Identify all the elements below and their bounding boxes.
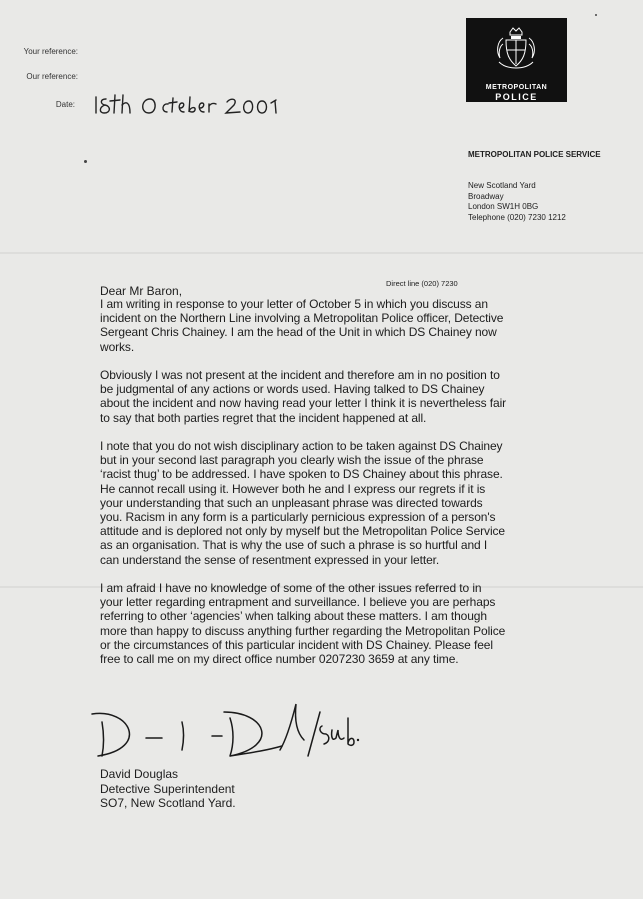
text-line: Obviously I was not present at the incident and therefore am in no position to xyxy=(100,368,500,382)
text-line: incident on the Northern Line involving a Metropolitan Police officer, Detective xyxy=(100,311,504,326)
logo-line1: METROPOLITAN xyxy=(485,84,548,91)
text-line: Sergeant Chris Chainey. I am the head of the Unit in which DS Chainey now xyxy=(100,325,497,340)
salutation: Dear Mr Baron, xyxy=(100,284,183,298)
paragraph-3 xyxy=(100,439,600,567)
paper-fold xyxy=(0,252,643,254)
text-line: referring to other ‘agencies’ when talking about these matters. I am though xyxy=(100,609,487,624)
text-line: free to call me on my direct office number 0207230 3659 at any time. xyxy=(100,652,459,667)
signoff-block xyxy=(100,767,236,811)
text-line: as an organisation. That is why the use of such a phrase is so hurtful and I xyxy=(100,538,488,553)
address-line: New Scotland Yard xyxy=(468,181,536,190)
letter-body xyxy=(100,297,600,680)
direct-line: Direct line (020) 7230 xyxy=(386,279,458,288)
text-line: He cannot recall using it. However both he and I express our regrets if it is xyxy=(100,481,486,496)
logo-line2: POLICE xyxy=(495,92,538,102)
crest-icon xyxy=(491,26,541,74)
text-line: I note that you do not wish disciplinary action to be taken against DS Chainey xyxy=(100,439,503,453)
service-name: METROPOLITAN POLICE SERVICE xyxy=(468,150,601,159)
speck xyxy=(595,14,597,16)
our-reference-label: Our reference: xyxy=(26,72,78,81)
text-line: your understanding that such an unpleasant phrase was directed towards xyxy=(100,495,483,510)
date-label: Date: xyxy=(55,100,75,109)
text-line: more than happy to discuss anything further regarding the Metropolitan Police xyxy=(100,623,506,638)
text-line: you. Racism in any form is a particularly pernicious expression of a person's xyxy=(100,510,496,525)
handwritten-date xyxy=(92,89,292,119)
text-line: your letter regarding entrapment and surveillance. I believe you are perhaps xyxy=(100,595,496,610)
text-line: I am writing in response to your letter of October 5 in which you discuss an xyxy=(100,297,488,311)
signatory-unit: SO7, New Scotland Yard. xyxy=(100,796,236,810)
text-line: or the circumstances of this particular incident with DS Chainey. Please feel xyxy=(100,637,493,652)
telephone-line: Telephone (020) 7230 1212 xyxy=(468,212,566,222)
paragraph-4 xyxy=(100,581,600,666)
paragraph-2 xyxy=(100,368,600,425)
signatory-title: Detective Superintendent xyxy=(100,781,235,796)
text-line: attitude and is deplored not only by myself but the Metropolitan Police Service xyxy=(100,524,505,539)
text-line: but in your second last paragraph you clearly wish the issue of the phrase xyxy=(100,453,484,468)
text-line: can understand the sense of resentment expressed in your letter. xyxy=(100,552,440,567)
address-line: Broadway xyxy=(468,191,504,201)
paragraph-1 xyxy=(100,297,600,354)
text-line: I am afraid I have no knowledge of some of the other issues referred to in xyxy=(100,581,482,596)
your-reference-label: Your reference: xyxy=(23,47,78,56)
address-line: London SW1H 0BG xyxy=(468,202,539,211)
speck xyxy=(84,160,87,163)
text-line: to say that both parties regret that the incident happened at all. xyxy=(100,410,427,425)
text-line: works. xyxy=(100,339,135,354)
signatory-name: David Douglas xyxy=(100,767,179,781)
text-line: ‘racist thug’ to be addressed. I have spoken to DS Chainey about this phrase. xyxy=(100,467,503,482)
text-line: be judgmental of any actions or words used. Having talked to DS Chainey xyxy=(100,382,485,397)
signature xyxy=(90,700,360,770)
metropolitan-police-logo xyxy=(466,18,567,102)
text-line: about the incident and now having read your letter I think it is nevertheless fair xyxy=(100,396,507,411)
sender-address xyxy=(468,181,566,223)
